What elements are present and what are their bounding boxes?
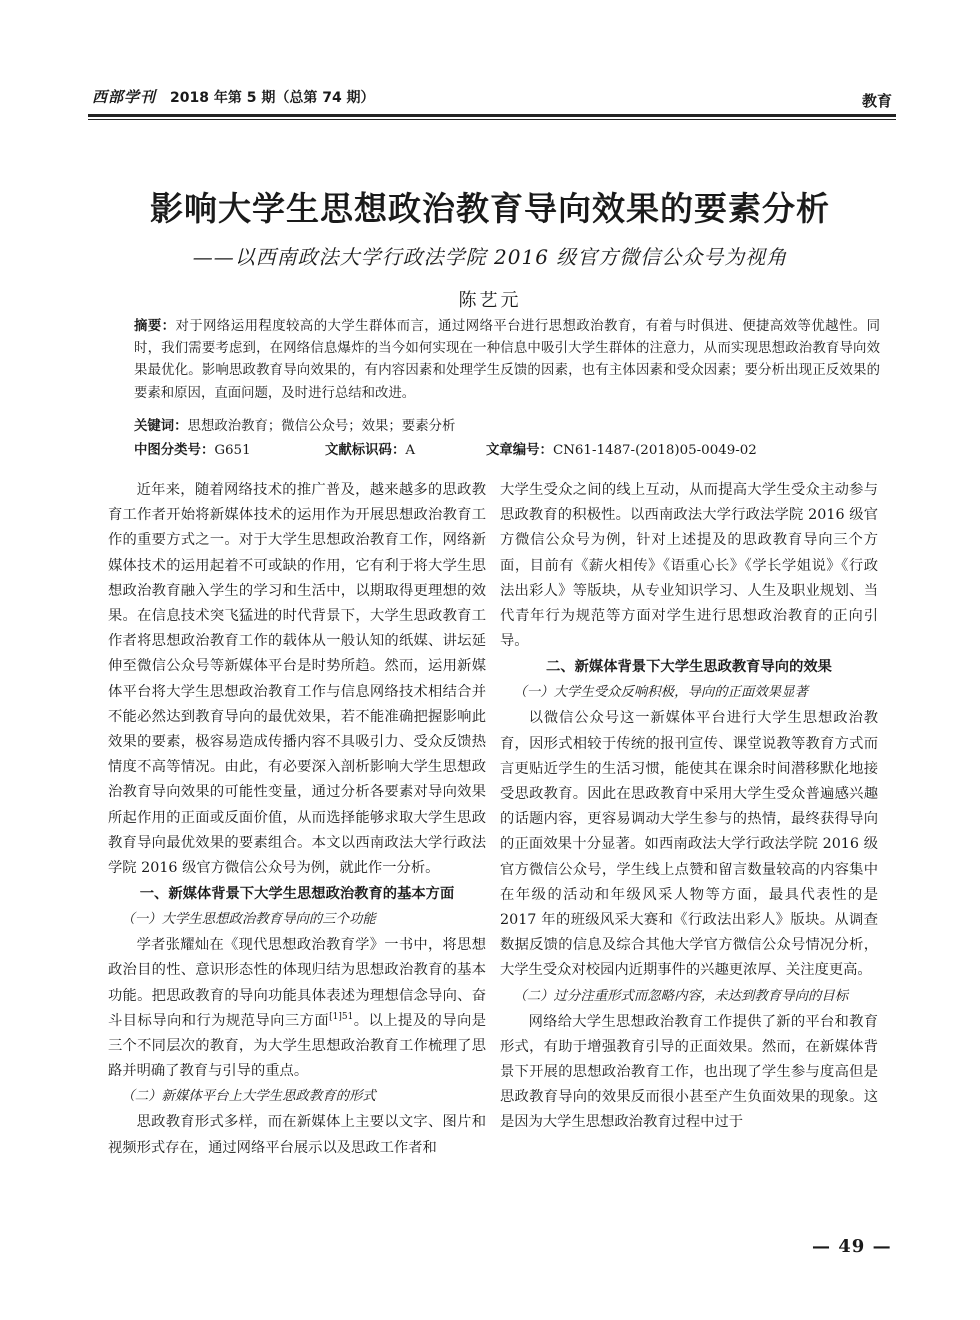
subsection-heading: （二）新媒体平台上大学生思政教育的形式 bbox=[121, 1089, 376, 1105]
article-subtitle: ——以西南政法大学行政法学院 2016 级官方微信公众号为视角 bbox=[192, 245, 788, 269]
clc-label: 中图分类号： bbox=[134, 443, 215, 458]
keywords-label: 关键词： bbox=[134, 419, 188, 434]
issue-info: 2018 年第 5 期（总第 74 期） bbox=[170, 90, 375, 106]
subsection-heading: （一）大学生思想政治教育导向的三个功能 bbox=[121, 912, 376, 928]
subsection-heading: （二）过分注重形式而忽略内容，未达到教育导向的目标 bbox=[513, 988, 849, 1004]
article-no-value: CN61-1487-(2018)05-0049-02 bbox=[552, 443, 757, 458]
clc-value: G651 bbox=[214, 443, 251, 458]
paragraph bbox=[108, 933, 486, 1084]
paragraph-text: 。以上提及的导向是三个不同层次的教育，为大学生思想政治教育工作梳理了思路并明确了教育与引导的重点。 bbox=[108, 1012, 487, 1080]
article-title: 影响大学生思想政治教育导向效果的要素分析 bbox=[150, 189, 830, 228]
abstract-label: 摘要： bbox=[134, 319, 176, 334]
doc-code-value: A bbox=[405, 443, 416, 458]
paragraph: 大学生受众之间的线上互动，从而提高大学生受众主动参与思政教育的积极性。以西南政法大学行政法学院 2016 级官方微信公众号为例，针对上述提及的思政教育导向三个方面，目前有《薪火相传》《语重心长》《学长学姐说》《行政法出彩人》等版块，从专业知识学习、人生及职业规划、当代青年行为规范等方面对学生进行思想政治教育的正向引导。 bbox=[500, 482, 878, 650]
running-header bbox=[92, 84, 892, 108]
header-rule-thick bbox=[88, 114, 896, 117]
section-heading-2: 二、新媒体背景下大学生思政教育导向的效果 bbox=[546, 659, 832, 676]
page-number: — 49 — bbox=[812, 1236, 892, 1257]
paragraph: 以微信公众号这一新媒体平台进行大学生思想政治教育，因形式相较于传统的报刊宣传、课堂说教等教育方式而言更贴近学生的生活习惯，能使其在课余时间潜移默化地接受思政教育。因此在思政教育中采用大学生受众普遍感兴趣的话题内容，更容易调动大学生参与的热情，最终获得导向的正面效果十分显著。如西南政法大学行政法学院 2016 级官方微信公众号，学生线上点赞和留言数量较高的内容集中在年级的活动和年级风采人物等方面，最具代表性的是 2017 年的班级风采大赛和《行政法出彩人》版块。从调查数据反馈的信息及综合其他大学官方微信公众号情况分析，大学生受众对校园内近期事件的兴趣更浓厚、关注度更高。 bbox=[500, 710, 878, 979]
paragraph: 近年来，随着网络技术的推广普及，越来越多的思政教育工作者开始将新媒体技术的运用作为开展思想政治教育工作的重要方式之一。对于大学生思想政治教育工作，网络新媒体技术的运用起着不可或缺的作用，它有利于将大学生思想政治教育融入学生的学习和生活中，以期取得更理想的效果。在信息技术突飞猛进的时代背景下，大学生思政教育工作者将思想政治教育工作的载体从一般认知的纸媒、讲坛延伸至微信公众号等新媒体平台是时势所趋。然而，运用新媒体平台将大学生思想政治教育工作与信息网络技术相结合并不能必然达到教育导向的最优效果，若不能准确把握影响此效果的要素，极容易造成传播内容不具吸引力、受众反馈热情度不高等情况。由此，有必要深入剖析影响大学生思想政治教育导向效果的可能性变量，通过分析各要素对导向效果所起作用的正面或反面价值，从而选择能够求取大学生思政教育导向最优效果的要素组合。本文以西南政法大学行政法学院 2016 级官方微信公众号为例，就此作一分析。 bbox=[108, 482, 486, 877]
keywords-text: 思想政治教育；微信公众号；效果；要素分析 bbox=[187, 419, 456, 434]
abstract-text: 对于网络运用程度较高的大学生群体而言，通过网络平台进行思想政治教育，有着与时俱进、便捷高效等优越性。同时，我们需要考虑到，在网络信息爆炸的当今如何实现在一种信息中吸引大学生群体的注意力，从而实现思想政治教育导向效果最优化。影响思政教育导向效果的，有内容因素和处理学生反馈的因素，也有主体因素和受众因素；要分析出现正反效果的要素和原因，直面问题，及时进行总结和改进。 bbox=[134, 319, 880, 401]
right-column bbox=[500, 478, 878, 1136]
paragraph-text: 学者张耀灿在《现代思想政治教育学》一书中，将思想政治目的性、意识形态性的体现归结为思想政治教育的基本功能。把思政教育的导向功能具体表述为理想信念导向、奋斗目标导向和行为规范导向三方面 bbox=[108, 937, 486, 1029]
paragraph: 网络给大学生思想政治教育工作提供了新的平台和教育形式，有助于增强教育引导的正面效果。然而，在新媒体背景下开展的思想政治教育工作，也出现了学生参与度高但是思政教育导向的效果反而很小甚至产生负面效果的现象。这是因为大学生思想政治教育过程中过于 bbox=[500, 1013, 878, 1131]
article-no-label: 文章编号： bbox=[486, 443, 553, 458]
section-heading-1: 一、新媒体背景下大学生思想政治教育的基本方面 bbox=[139, 886, 455, 903]
article-author: 陈艺元 bbox=[458, 290, 522, 311]
paragraph: 思政教育形式多样，而在新媒体上主要以文字、图片和视频形式存在，通过网络平台展示以及思政工作者和 bbox=[108, 1114, 486, 1156]
doc-code-label: 文献标识码： bbox=[325, 443, 406, 458]
subsection-heading: （一）大学生受众反响积极，导向的正面效果显著 bbox=[513, 685, 808, 701]
header-rule-thin bbox=[88, 119, 896, 120]
citation-ref: [1]51 bbox=[329, 1012, 354, 1023]
keywords bbox=[134, 416, 880, 438]
article-number bbox=[486, 440, 757, 462]
abstract bbox=[134, 316, 880, 405]
clc-number bbox=[134, 440, 251, 462]
section-label: 教育 bbox=[861, 92, 892, 110]
left-column bbox=[108, 478, 486, 1161]
document-code bbox=[325, 440, 415, 462]
journal-name: 西部学刊 bbox=[92, 88, 157, 106]
